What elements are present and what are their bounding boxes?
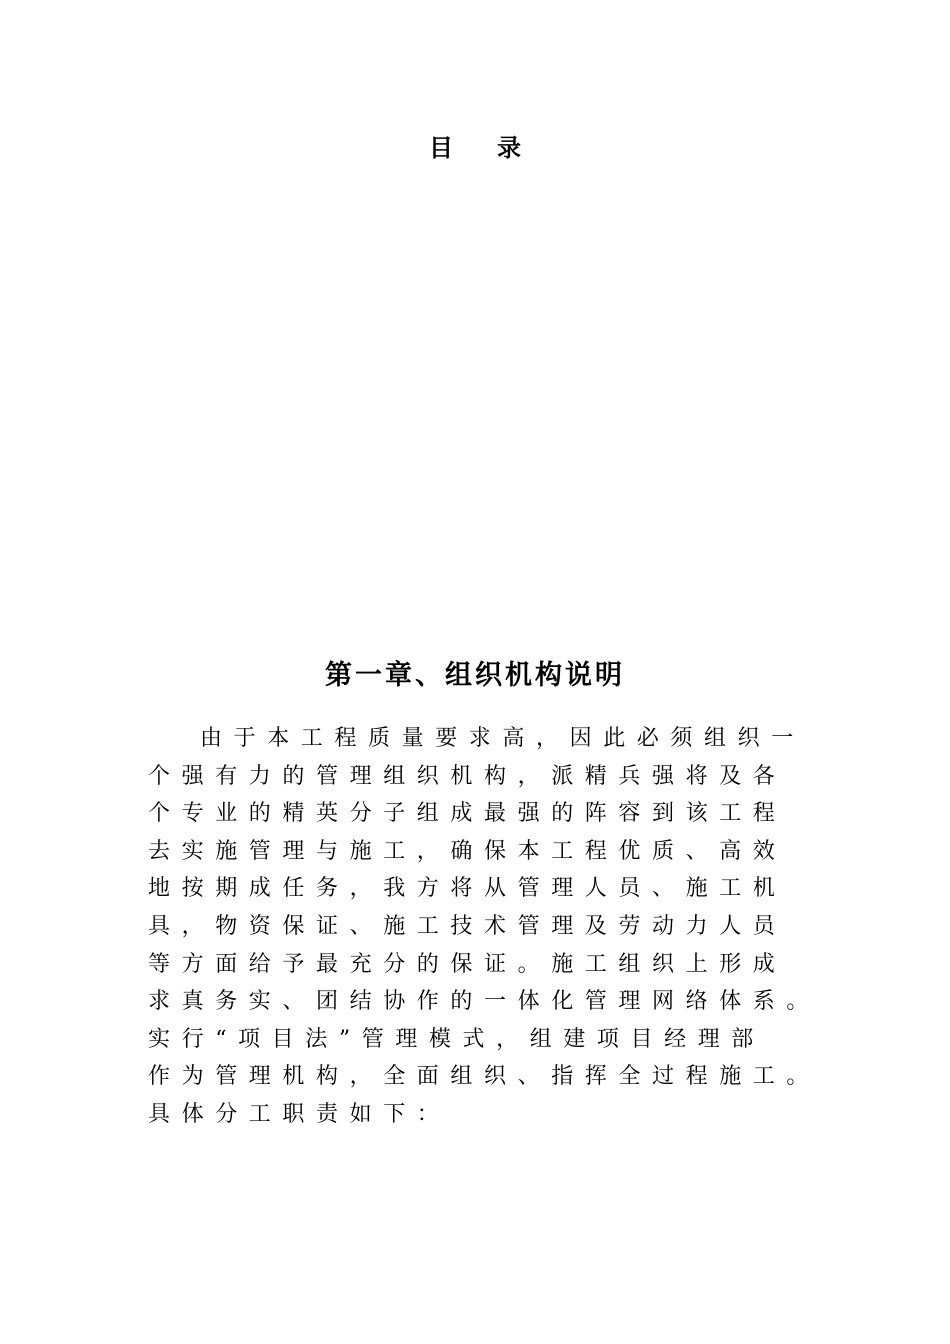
paragraph-line-10: 作为管理机构，全面组织、指挥全过程施工。 [148,1064,821,1090]
toc-title [0,128,950,168]
paragraph-line-8: 求真务实、团结协作的一体化管理网络体系。 [148,989,821,1015]
paragraph-line-6: 具，物资保证、施工技术管理及劳动力人员 [148,913,787,939]
paragraph-line-4: 去实施管理与施工，确保本工程优质、高效 [148,838,787,864]
chapter-paragraph [148,720,828,1134]
paragraph-line-9: 实行“项目法”管理模式，组建项目经理部 [148,1026,765,1052]
paragraph-line-3: 个专业的精英分子组成最强的阵容到该工程 [148,801,787,827]
paragraph-line-2: 个强有力的管理组织机构，派精兵强将及各 [148,763,787,789]
paragraph-line-7: 等方面给予最充分的保证。施工组织上形成 [148,951,787,977]
chapter-heading: 第一章、组织机构说明 [325,660,625,691]
paragraph-line-5: 地按期成任务，我方将从管理人员、施工机 [148,876,787,902]
toc-title-char-2: 录 [497,134,521,162]
toc-title-char-1: 目 [429,134,453,162]
paragraph-line-1: 由于本工程质量要求高，因此必须组织一 [200,726,805,751]
paragraph-line-11: 具体分工职责如下： [148,1101,451,1127]
